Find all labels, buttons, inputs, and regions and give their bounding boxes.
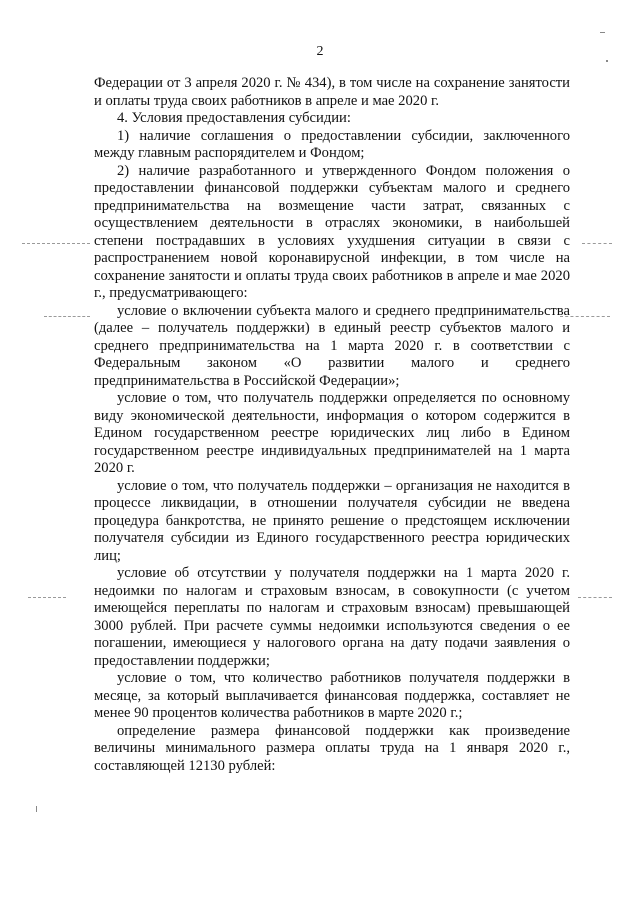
condition-smb-registry: условие о включении субъекта малого и среднего предпринимательства (далее – получатель поддержки) в единый реестр субъектов малого и среднего предпринимательства на 1 марта 2020 г. в соответствии с Федеральным законом «О развитии малого и среднего предпринимательства в Российской Федерации»; (94, 302, 570, 389)
paragraph-continuation: Федерации от 3 апреля 2020 г. № 434), в том числе на сохранение занятости и оплаты труда своих работников в апреле и мае 2020 г. (94, 75, 570, 109)
scan-artifact-line (28, 597, 66, 598)
document-body (94, 75, 570, 775)
scan-artifact-line (22, 243, 90, 244)
page-number: 2 (316, 44, 324, 59)
condition-item-2: 2) наличие разработанного и утвержденного Фондом положения о предоставлении финансовой поддержки субъектам малого и среднего предпринимательства на возмещение части затрат, связанных с осуществлением деятельности в отраслях экономики, в наибольшей степени пострадавших в условиях ухудшения ситуации в связи с распространением новой коронавирусной инфекции, в том числе на сохранение занятости и оплаты труда своих работников в апреле и мае 2020 г., предусматривающего: (94, 162, 570, 301)
support-amount-definition: определение размера финансовой поддержки как произведение величины минимального размера оплаты труда на 1 января 2020 г., составляющей 12130 рублей: (94, 722, 570, 774)
condition-headcount: условие о том, что количество работников получателя поддержки в месяце, за который выплачивается финансовая поддержка, составляет не менее 90 процентов количества работников в марте 2020 г.; (94, 670, 570, 721)
scan-artifact-line (44, 316, 90, 317)
scan-artifact-line (578, 597, 612, 598)
scan-artifact-mark (606, 60, 608, 62)
condition-no-liquidation: условие о том, что получатель поддержки – организация не находится в процессе ликвидации, в отношении получателя субсидии не введена процедура банкротства, не принято решение о предстоящем исключении получателя субсидии из Единого государственного реестра юридических лиц; (94, 477, 570, 564)
scan-artifact-mark (600, 32, 605, 33)
scan-artifact-line (582, 243, 612, 244)
scan-artifact-mark (36, 806, 37, 812)
condition-item-1: 1) наличие соглашения о предоставлении субсидии, заключенного между главным распорядителем и Фондом; (94, 127, 570, 161)
scan-artifact-line (560, 316, 610, 317)
condition-no-arrears: условие об отсутствии у получателя поддержки на 1 марта 2020 г. недоимки по налогам и страховым взносам, в совокупности (с учетом имеющейся переплаты по налогам и страховым взносам) превышающей 3000 рублей. При расчете суммы недоимки используются сведения о ее погашении, имеющиеся у налогового органа на дату подачи заявления о предоставлении поддержки; (94, 565, 570, 669)
section-heading-4: 4. Условия предоставления субсидии: (117, 110, 351, 126)
condition-activity-type: условие о том, что получатель поддержки определяется по основному виду экономической деятельности, информация о котором содержится в Едином государственном реестре юридических лиц либо в Едином государственном реестре индивидуальных предпринимателей на 1 марта 2020 г. (94, 390, 570, 476)
